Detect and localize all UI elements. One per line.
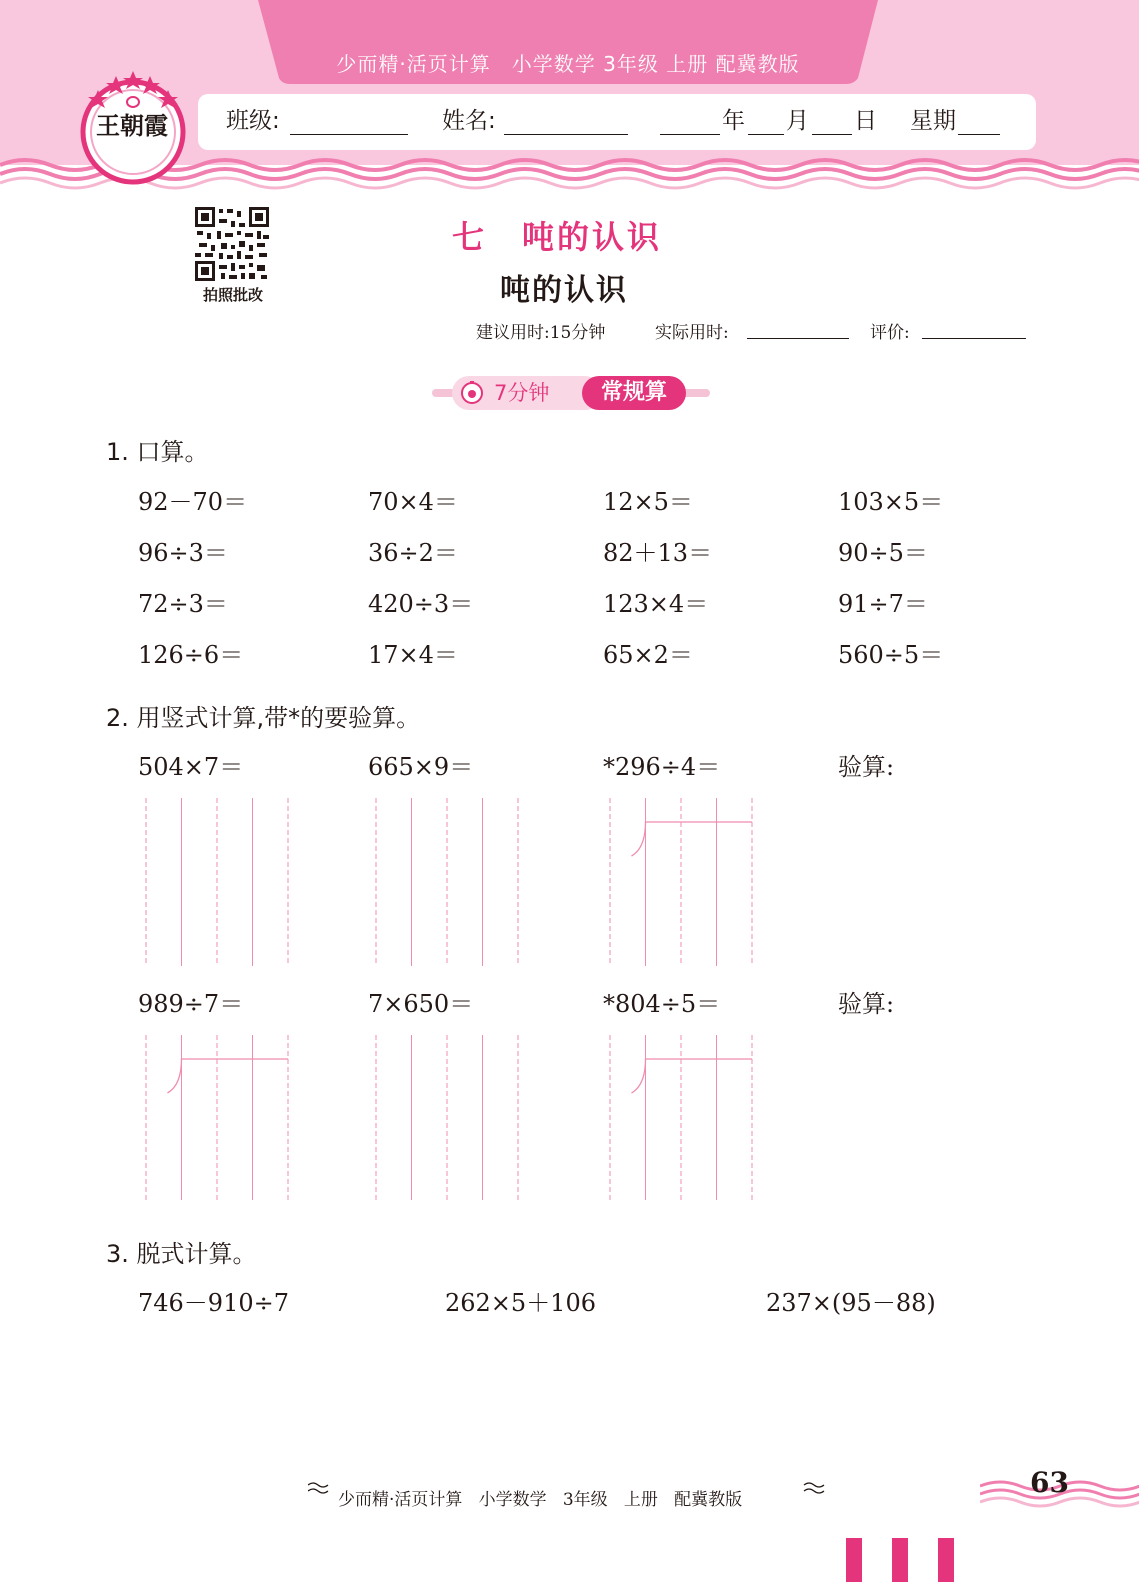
month-field[interactable] (748, 134, 784, 135)
vertical-problem: 7×650＝ (368, 990, 474, 1018)
vertical-problem: *804÷5＝ (603, 990, 721, 1018)
step-problem: 262×5＋106 (445, 1289, 596, 1317)
qr-code-icon[interactable] (193, 205, 271, 283)
check-label: 验算: (838, 990, 895, 1018)
unit-title: 七 吨的认识 (452, 218, 663, 256)
day-field[interactable] (812, 134, 852, 135)
vertical-problem: *296÷4＝ (603, 753, 721, 781)
question-2-title: 2. 用竖式计算,带*的要验算。 (106, 704, 421, 732)
footer-series-text: 少而精·活页计算 小学数学 3年级 上册 配冀教版 (338, 1490, 743, 1510)
oral-problem: 92－70＝ (138, 488, 248, 516)
header-series-title: 少而精·活页计算 小学数学 3年级 上册 配冀教版 (336, 52, 800, 76)
oral-problem: 12×5＝ (603, 488, 693, 516)
oral-problem: 126÷6＝ (138, 641, 244, 669)
rating-field[interactable] (922, 338, 1026, 339)
oral-problem: 90÷5＝ (838, 539, 928, 567)
division-bracket (632, 822, 646, 856)
weekday-label: 星期 (910, 108, 956, 134)
lesson-title: 吨的认识 (500, 273, 628, 308)
vertical-problem: 989÷7＝ (138, 990, 244, 1018)
year-label: 年 (722, 108, 745, 134)
oral-problem: 65×2＝ (603, 641, 693, 669)
oral-problem: 96÷3＝ (138, 539, 228, 567)
suggested-time: 建议用时:15分钟 (476, 323, 606, 343)
step-problem: 746－910÷7 (138, 1289, 289, 1317)
page-edge-tabs (846, 1538, 956, 1582)
brand-logo-text: 王朝霞 (96, 111, 168, 140)
name-field[interactable] (504, 134, 628, 135)
oral-problem: 17×4＝ (368, 641, 458, 669)
year-field[interactable] (660, 134, 720, 135)
student-info-bar (198, 94, 1036, 150)
oral-problem: 72÷3＝ (138, 590, 228, 618)
vertical-problem: 504×7＝ (138, 753, 244, 781)
rating-label: 评价: (870, 323, 910, 343)
page-number: 63 (1030, 1466, 1069, 1499)
question-1-title: 1. 口算。 (106, 438, 209, 466)
actual-time-field[interactable] (747, 338, 849, 339)
weekday-field[interactable] (958, 134, 1000, 135)
stopwatch-icon (460, 381, 484, 405)
badge-type-text: 常规算 (582, 376, 686, 410)
division-bracket (632, 1059, 646, 1093)
oral-problem: 91÷7＝ (838, 590, 928, 618)
check-label: 验算: (838, 753, 895, 781)
oral-problem: 420÷3＝ (368, 590, 474, 618)
vertical-problem: 665×9＝ (368, 753, 474, 781)
oral-problem: 560÷5＝ (838, 641, 944, 669)
division-bracket (168, 1059, 182, 1093)
class-label: 班级: (226, 108, 280, 134)
class-field[interactable] (290, 134, 408, 135)
qr-code-label: 拍照批改 (202, 286, 263, 304)
name-label: 姓名: (442, 108, 496, 134)
question-3-title: 3. 脱式计算。 (106, 1240, 257, 1268)
oral-problem: 36÷2＝ (368, 539, 458, 567)
oral-problem: 82＋13＝ (603, 539, 713, 567)
step-problem: 237×(95－88) (766, 1289, 936, 1317)
oral-problem: 123×4＝ (603, 590, 709, 618)
oral-problem: 70×4＝ (368, 488, 458, 516)
day-label: 日 (854, 108, 877, 134)
oral-problem: 103×5＝ (838, 488, 944, 516)
month-label: 月 (786, 108, 809, 134)
actual-time-label: 实际用时: (655, 323, 729, 343)
badge-time-text: 7分钟 (494, 381, 550, 405)
